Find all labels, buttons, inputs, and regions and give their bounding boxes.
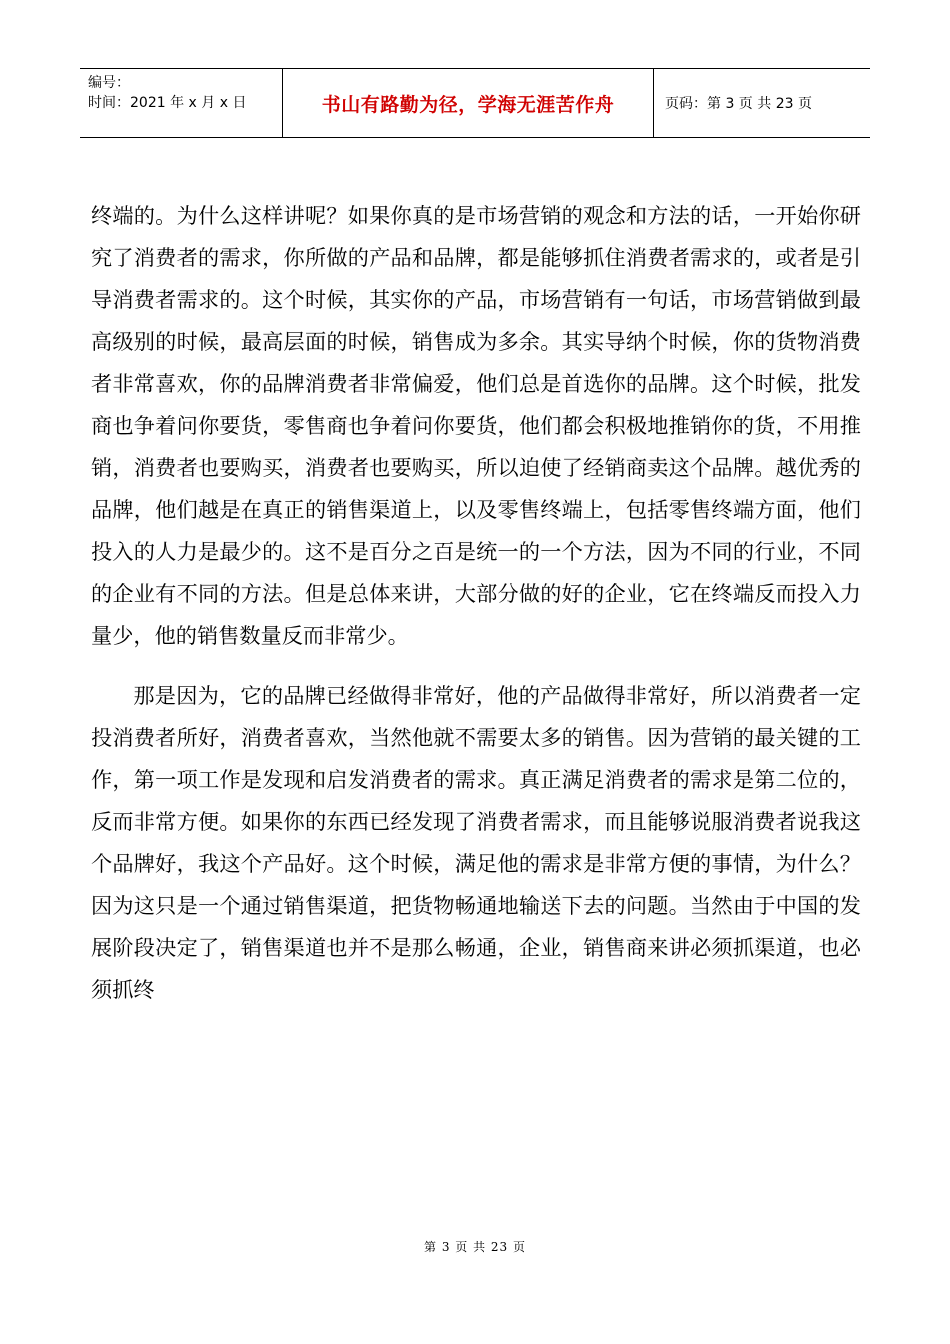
page-footer	[0, 1238, 950, 1255]
header-page-info	[654, 69, 870, 137]
page-header	[80, 68, 870, 138]
page-info-text: 页码：第 3 页 共 23 页	[665, 96, 812, 112]
motto-text: 书山有路勤为径，学海无涯苦作舟	[321, 93, 615, 116]
number-label: 编号：	[88, 75, 130, 91]
document-body	[91, 195, 861, 1011]
time-label: 时间：2021 年 x 月 x 日	[88, 95, 247, 111]
header-meta	[80, 69, 283, 137]
paragraph-1: 终端的。为什么这样讲呢？如果你真的是市场营销的观念和方法的话，一开始你研究了消费者的需求，你所做的产品和品牌，都是能够抓住消费者需求的，或者是引导消费者需求的。这个时候，其实你的产品，市场营销有一句话，市场营销做到最高级别的时候，最高层面的时候，销售成为多余。其实导纳个时候，你的货物消费者非常喜欢，你的品牌消费者非常偏爱，他们总是首选你的品牌。这个时候，批发商也争着问你要货，零售商也争着问你要货，他们都会积极地推销你的货，不用推销，消费者也要购买，消费者也要购买，所以迫使了经销商卖这个品牌。越优秀的品牌，他们越是在真正的销售渠道上，以及零售终端上，包括零售终端方面，他们投入的人力是最少的。这不是百分之百是统一的一个方法，因为不同的行业，不同的企业有不同的方法。但是总体来讲，大部分做的好的企业，它在终端反而投入力量少，他的销售数量反而非常少。	[91, 203, 861, 648]
footer-page-number: 第 3 页 共 23 页	[424, 1240, 526, 1254]
paragraph-2: 那是因为，它的品牌已经做得非常好，他的产品做得非常好，所以消费者一定投消费者所好，消费者喜欢，当然他就不需要太多的销售。因为营销的最关键的工作，第一项工作是发现和启发消费者的需求。真正满足消费者的需求是第二位的，反而非常方便。如果你的东西已经发现了消费者需求，而且能够说服消费者说我这个品牌好，我这个产品好。这个时候，满足他的需求是非常方便的事情，为什么？因为这只是一个通过销售渠道，把货物畅通地输送下去的问题。当然由于中国的发展阶段决定了，销售渠道也并不是那么畅通，企业，销售商来讲必须抓渠道，也必须抓终	[91, 683, 861, 1002]
header-motto-cell	[283, 69, 654, 137]
